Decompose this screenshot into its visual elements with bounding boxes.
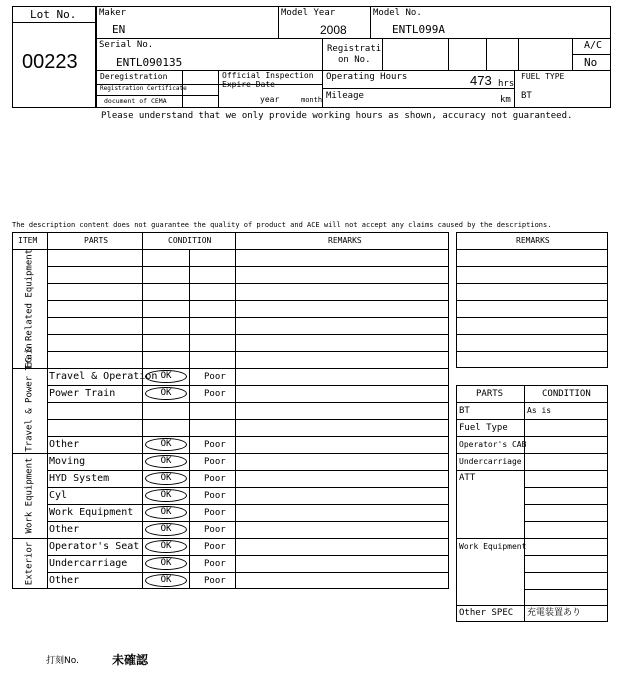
- remarks-header: REMARKS: [328, 236, 362, 245]
- main-table: [12, 232, 449, 589]
- side-work-equipment: Work Equipment: [459, 542, 527, 551]
- condition-header: CONDITION: [168, 236, 212, 245]
- ac-label: A/C: [584, 40, 603, 51]
- ok-option[interactable]: OK: [145, 489, 187, 502]
- stamp-value: 未確認: [112, 653, 149, 667]
- ok-option[interactable]: OK: [145, 574, 187, 587]
- serial-label: Serial No.: [99, 40, 154, 50]
- part-work-equipment: Work Equipment: [49, 507, 134, 518]
- ok-option[interactable]: OK: [145, 506, 187, 519]
- poor-option[interactable]: Poor: [204, 576, 226, 586]
- side-parts-header: PARTS: [476, 389, 504, 399]
- registration-label-1: Registrati: [327, 44, 382, 54]
- maker-value: EN: [112, 23, 126, 36]
- lot-label: Lot No.: [30, 8, 77, 21]
- side-operator-cab: Operator's CAB: [459, 440, 527, 449]
- part-moving: Moving: [49, 456, 86, 467]
- poor-option[interactable]: Poor: [204, 508, 226, 518]
- stamp-label: 打刻No.: [46, 656, 79, 666]
- ok-option[interactable]: OK: [145, 557, 187, 570]
- deregistration-label: Deregistration: [100, 72, 168, 81]
- registration-label-2: on No.: [338, 55, 371, 65]
- parts-header: PARTS: [84, 236, 109, 245]
- ok-option[interactable]: OK: [145, 438, 187, 451]
- side-bt-label: BT: [459, 406, 470, 416]
- operating-hours-label: Operating Hours: [326, 72, 408, 82]
- operating-hours-value: 473: [470, 73, 492, 88]
- ok-option[interactable]: OK: [145, 455, 187, 468]
- side-att: ATT: [459, 473, 476, 483]
- year-label: year: [260, 95, 280, 104]
- poor-option[interactable]: Poor: [204, 372, 226, 382]
- fuel-type-value: BT: [521, 91, 532, 101]
- model-year-label: Model Year: [281, 8, 336, 18]
- hrs-label: hrs: [498, 79, 515, 89]
- poor-option[interactable]: Poor: [204, 389, 226, 399]
- side-fuel-type: Fuel Type: [459, 423, 508, 433]
- remarks-box-header: REMARKS: [516, 236, 550, 245]
- ok-option[interactable]: OK: [145, 387, 187, 400]
- cema-label: document of CEMA: [104, 97, 167, 105]
- description-disclaimer: The description content does not guarantee the quality of product and ACE will not accept any claims caused by the descriptions.: [12, 221, 552, 229]
- section-label-work: Work Equipment: [24, 457, 35, 534]
- part-other: Other: [49, 575, 80, 586]
- item-header: ITEM: [18, 236, 38, 245]
- inspection-label-2: Expire Date: [222, 80, 275, 89]
- registration-certificate-label: Registration Certificate: [100, 85, 187, 92]
- part-power-train: Power Train: [49, 388, 116, 399]
- part-cyl: Cyl: [49, 490, 68, 501]
- poor-option[interactable]: Poor: [204, 457, 226, 467]
- hours-disclaimer: Please understand that we only provide working hours as shown, accuracy not guaranteed.: [101, 111, 573, 121]
- poor-option[interactable]: Poor: [204, 440, 226, 450]
- side-other-spec: Other SPEC: [459, 608, 514, 618]
- poor-option[interactable]: Poor: [204, 525, 226, 535]
- serial-value: ENTL090135: [116, 56, 183, 69]
- side-condition-header: CONDITION: [542, 389, 591, 399]
- section-label-exterior: Exterior: [24, 541, 35, 586]
- poor-option[interactable]: Poor: [204, 491, 226, 501]
- poor-option[interactable]: Poor: [204, 542, 226, 552]
- ac-value: No: [584, 56, 598, 69]
- model-no-label: Model No.: [373, 8, 422, 18]
- side-bt-condition: As is: [527, 406, 552, 415]
- ok-option[interactable]: OK: [145, 370, 187, 383]
- part-undercarriage: Undercarriage: [49, 558, 128, 569]
- part-other: Other: [49, 439, 80, 450]
- ok-option[interactable]: OK: [145, 523, 187, 536]
- poor-option[interactable]: Poor: [204, 559, 226, 569]
- mileage-label: Mileage: [326, 91, 364, 101]
- model-year-value: 2008: [320, 23, 347, 37]
- ok-option[interactable]: OK: [145, 540, 187, 553]
- km-label: km: [500, 95, 511, 105]
- poor-option[interactable]: Poor: [204, 474, 226, 484]
- month-label: month: [301, 96, 323, 104]
- inspection-label-1: Official Inspection: [222, 71, 314, 80]
- lot-number: 00223: [22, 51, 78, 73]
- part-hyd-system: HYD System: [49, 473, 110, 484]
- part-operators-seat: Operator's Seat: [49, 541, 140, 552]
- fuel-type-label: FUEL TYPE: [521, 72, 565, 81]
- section-label-eg: EG & Related Equipment: [24, 248, 35, 369]
- part-travel-operation: Travel & Operation: [49, 371, 158, 382]
- part-other: Other: [49, 524, 80, 535]
- model-no-value: ENTL099A: [392, 23, 445, 36]
- maker-label: Maker: [99, 8, 127, 18]
- side-other-spec-value: 充電装置あり: [527, 608, 582, 618]
- side-undercarriage: Undercarriage: [459, 457, 522, 466]
- ok-option[interactable]: OK: [145, 472, 187, 485]
- section-label-travel: Travel & Power Train: [24, 343, 35, 452]
